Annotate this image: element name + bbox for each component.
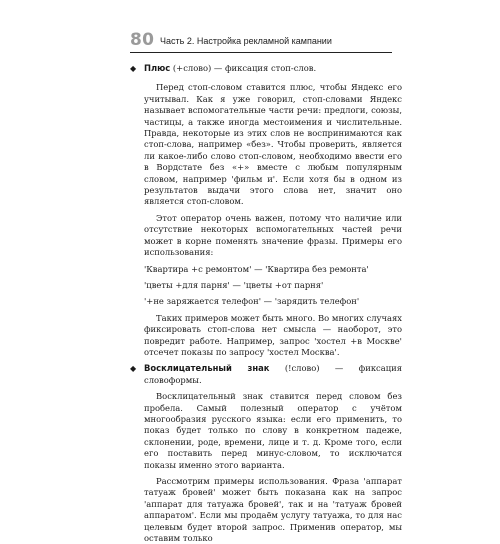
bullet-plus-operator — [130, 63, 402, 74]
bullet-title: Плюс — [144, 63, 171, 73]
example-line: '+не заряжается телефон' — 'зарядить телефон' — [144, 296, 360, 307]
body-text — [130, 63, 402, 544]
bullet-description: (+слово) — фиксация стоп-слов. — [170, 63, 317, 73]
diamond-bullet-icon: ◆ — [130, 64, 137, 73]
header-rule — [130, 52, 392, 53]
paragraph: Таких примеров может быть много. Во многих случаях фиксировать стоп-слова нет смысла — наоборот, это повредит работе. Например, запрос 'хостел +в Москве' отсечет показы по запросу 'хостел Москва'. — [144, 312, 402, 357]
diamond-bullet-icon: ◆ — [130, 364, 137, 374]
paragraph: Восклицательный знак ставится перед словом без пробела. Самый полезный оператор с учётом многообразия русского языка: если его применить, то показ будет только по слову в конкретном падеже, склонении, роде, времени, лице и т. д. Кроме того, если его поставить перед минус-словом, то исключатся показы именно этого варианта. — [144, 391, 402, 470]
page-number: 80 — [130, 30, 155, 50]
bullet-exclamation-operator — [130, 363, 402, 386]
paragraph: Рассмотрим примеры использования. Фраза 'аппарат татуаж бровей' может быть показана как на запрос 'аппарат для татуажа бровей', так и на 'татуаж бровей аппаратом'. Если мы продаём услугу татуажа, то для нас целевым будет второй запрос. Применив оператор, мы оставим только — [144, 476, 402, 544]
bullet-title: Восклицательный знак — [144, 363, 270, 374]
example-line: 'цветы +для парня' — 'цветы +от парня' — [144, 279, 324, 290]
paragraph: Этот оператор очень важен, потому что наличие или отсутствие некоторых вспомогательных частей речи может в корне поменять значение фразы. Примеры его использования: — [144, 212, 402, 258]
paragraph: Перед стоп-словом ставится плюс, чтобы Яндекс его учитывал. Как я уже говорил, стоп-словами Яндекс называет вспомогательные части речи: предлоги, союзы, частицы, а также иногда местоимения и числительные. Правда, некоторые из этих слов не воспринимаются как стоп-слова, например «без». Чтобы проверить, является ли какое-либо слово стоп-словом, необходимо ввести его в Вордстате без «+» вместе с любым популярным словом, например 'фильм и'. Если хотя бы в одном из результатов выдачи этого слова нет, значит оно является стоп-словом. — [144, 82, 402, 207]
running-head: Часть 2. Настройка рекламной кампании — [160, 36, 332, 46]
example-line: 'Квартира +с ремонтом' — 'Квартира без ремонта' — [144, 263, 369, 274]
bullet-description: (!слово) — фиксация словоформы. — [144, 363, 402, 385]
